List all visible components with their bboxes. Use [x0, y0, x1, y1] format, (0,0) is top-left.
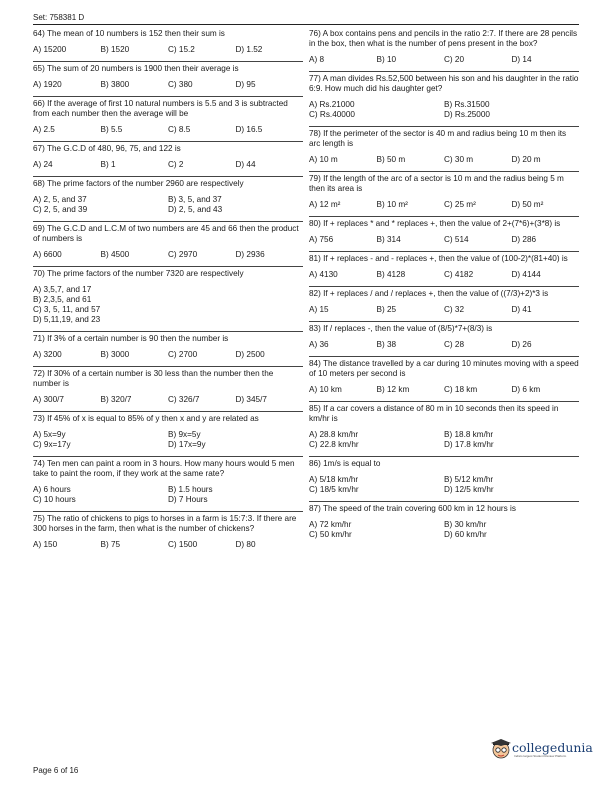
answer-option: B) 3000 [100, 350, 130, 359]
answer-option: A) 756 [309, 235, 334, 244]
answer-option: D) 41 [511, 305, 532, 314]
answer-option: C) 8.5 [168, 125, 191, 134]
answer-option: A) Rs.21000 [309, 100, 355, 109]
answer-options [33, 350, 303, 360]
answer-option: B) 9x=5y [168, 430, 201, 439]
answer-option: A) 300/7 [33, 395, 64, 404]
answer-options [33, 195, 303, 215]
answer-option: D) 44 [235, 160, 256, 169]
answer-option: A) 3,5,7, and 17 [33, 285, 92, 294]
question-text: 81) If + replaces - and - replaces +, then the value of (100-2)*(81+40) is [309, 254, 568, 263]
question-block [309, 127, 579, 172]
answer-options [309, 155, 579, 165]
answer-option: B) Rs.31500 [444, 100, 490, 109]
answer-option: B) 320/7 [100, 395, 132, 404]
question-text: 71) If 3% of a certain number is 90 then the number is [33, 334, 229, 343]
question-text: 74) Ten men can paint a room in 3 hours. How many hours would 5 men take to paint the room, if they work at the same rate? [33, 459, 295, 478]
question-block [33, 412, 303, 457]
answer-option: B) 10 m² [376, 200, 408, 209]
answer-option: D) 345/7 [235, 395, 267, 404]
answer-options [309, 430, 579, 450]
answer-option: D) 17.8 km/hr [444, 440, 494, 449]
answer-option: C) 380 [168, 80, 193, 89]
answer-option: D) Rs.25000 [444, 110, 490, 119]
question-block [33, 142, 303, 177]
answer-options [309, 305, 579, 315]
answer-options [33, 45, 303, 55]
answer-option: C) 10 hours [33, 495, 76, 504]
answer-option: D) 6 km [511, 385, 541, 394]
answer-option: D) 17x=9y [168, 440, 206, 449]
question-block [33, 27, 303, 62]
question-text: 64) The mean of 10 numbers is 152 then their sum is [33, 29, 225, 38]
answer-option: D) 7 Hours [168, 495, 208, 504]
answer-option: B) 3800 [100, 80, 130, 89]
answer-options [309, 520, 579, 540]
answer-option: B) 1520 [100, 45, 130, 54]
answer-option: D) 14 [511, 55, 532, 64]
question-text: 84) The distance travelled by a car during 10 minutes moving with a speed of 10 meters per second is [309, 359, 579, 378]
question-block [33, 177, 303, 222]
answer-option: D) 20 m [511, 155, 541, 164]
answer-option: D) 95 [235, 80, 256, 89]
question-block [309, 402, 579, 457]
question-block [309, 287, 579, 322]
answer-option: A) 2, 5, and 37 [33, 195, 87, 204]
right-column [309, 27, 579, 546]
question-block [309, 72, 579, 127]
mascot-icon [490, 738, 512, 760]
answer-option: B) 5.5 [100, 125, 123, 134]
question-text: 87) The speed of the train covering 600 km in 12 hours is [309, 504, 516, 513]
answer-option: A) 1920 [33, 80, 62, 89]
question-text: 72) If 30% of a certain number is 30 less than the number then the number is [33, 369, 274, 388]
answer-option: C) 3, 5, 11, and 57 [33, 305, 101, 314]
answer-option: B) 50 m [376, 155, 406, 164]
header-divider [33, 24, 579, 25]
answer-option: A) 10 km [309, 385, 342, 394]
question-block [309, 27, 579, 72]
answer-options [33, 485, 303, 505]
question-block [33, 222, 303, 267]
question-block [309, 252, 579, 287]
question-text: 73) If 45% of x is equal to 85% of y then x and y are related as [33, 414, 259, 423]
question-block [33, 367, 303, 412]
answer-option: D) 50 m² [511, 200, 544, 209]
answer-option: C) 30 m [444, 155, 474, 164]
answer-option: B) 38 [376, 340, 397, 349]
answer-option: C) 326/7 [168, 395, 200, 404]
answer-option: B) 75 [100, 540, 121, 549]
answer-option: C) Rs.40000 [309, 110, 355, 119]
answer-option: A) 10 m [309, 155, 338, 164]
answer-option: D) 2500 [235, 350, 265, 359]
answer-option: B) 30 km/hr [444, 520, 487, 529]
question-text: 66) If the average of first 10 natural numbers is 5.5 and 3 is subtracted from each number then the average will be [33, 99, 288, 118]
answer-option: A) 3200 [33, 350, 62, 359]
question-block [33, 512, 303, 556]
answer-option: D) 12/5 km/hr [444, 485, 494, 494]
logo-tagline: India's largest Student Review Platform [514, 753, 567, 758]
question-block [33, 267, 303, 332]
answer-option: A) 36 [309, 340, 329, 349]
answer-options [33, 285, 303, 325]
answer-option: A) 150 [33, 540, 58, 549]
question-text: 77) A man divides Rs.52,500 between his son and his daughter in the ratio 6:9. How much did his daughter get? [309, 74, 579, 93]
answer-options [309, 100, 579, 120]
question-text: 79) If the length of the arc of a sector is 10 m and the radius being 5 m then its area is [309, 174, 564, 193]
question-text: 82) If + replaces / and / replaces +, then the value of ((7/3)+2)*3 is [309, 289, 549, 298]
question-text: 80) If + replaces * and * replaces +, then the value of 2+(7*6)+(3*8) is [309, 219, 561, 228]
question-block [33, 332, 303, 367]
answer-options [33, 160, 303, 170]
answer-options [33, 125, 303, 135]
question-text: 67) The G.C.D of 480, 96, 75, and 122 is [33, 144, 181, 153]
answer-option: B) 1.5 hours [168, 485, 213, 494]
answer-options [309, 235, 579, 245]
collegedunia-logo [490, 738, 593, 760]
answer-option: C) 20 [444, 55, 465, 64]
answer-option: C) 9x=17y [33, 440, 71, 449]
answer-option: C) 18/5 km/hr [309, 485, 359, 494]
answer-options [309, 200, 579, 210]
answer-option: A) 24 [33, 160, 53, 169]
answer-option: B) 4500 [100, 250, 130, 259]
answer-option: D) 16.5 [235, 125, 263, 134]
answer-option: C) 28 [444, 340, 465, 349]
answer-option: A) 6600 [33, 250, 62, 259]
answer-options [33, 395, 303, 405]
question-text: 83) If / replaces -, then the value of (8/5)*7+(8/3) is [309, 324, 493, 333]
answer-options [33, 250, 303, 260]
answer-option: A) 15200 [33, 45, 67, 54]
answer-option: A) 72 km/hr [309, 520, 352, 529]
set-label: Set: 758381 D [33, 13, 85, 22]
question-block [33, 457, 303, 512]
answer-option: A) 5/18 km/hr [309, 475, 359, 484]
question-text: 76) A box contains pens and pencils in the ratio 2:7. If there are 28 pencils in the box, then what is the number of pens present in the box? [309, 29, 578, 48]
answer-option: D) 26 [511, 340, 532, 349]
question-text: 78) If the perimeter of the sector is 40 m and radius being 10 m then its arc length is [309, 129, 567, 148]
answer-option: D) 1.52 [235, 45, 263, 54]
answer-option: C) 18 km [444, 385, 478, 394]
answer-option: C) 22.8 km/hr [309, 440, 359, 449]
answer-option: B) 25 [376, 305, 397, 314]
answer-option: C) 32 [444, 305, 465, 314]
answer-options [309, 475, 579, 495]
answer-options [33, 80, 303, 90]
answer-options [309, 270, 579, 280]
question-block [309, 502, 579, 546]
answer-options [309, 385, 579, 395]
question-block [33, 97, 303, 142]
answer-option: A) 15 [309, 305, 329, 314]
question-block [309, 322, 579, 357]
answer-options [309, 340, 579, 350]
question-text: 69) The G.C.D and L.C.M of two numbers are 45 and 66 then the product of numbers is [33, 224, 299, 243]
answer-option: D) 2936 [235, 250, 265, 259]
answer-option: B) 12 km [376, 385, 410, 394]
answer-option: C) 2700 [168, 350, 198, 359]
answer-option: B) 314 [376, 235, 401, 244]
answer-option: B) 5/12 km/hr [444, 475, 494, 484]
answer-option: A) 6 hours [33, 485, 71, 494]
question-block [309, 457, 579, 502]
answer-option: A) 5x=9y [33, 430, 66, 439]
answer-option: B) 2,3,5, and 61 [33, 295, 92, 304]
answer-option: B) 18.8 km/hr [444, 430, 494, 439]
answer-option: B) 4128 [376, 270, 406, 279]
answer-option: B) 1 [100, 160, 116, 169]
answer-option: C) 4182 [444, 270, 474, 279]
answer-option: D) 5,11,19, and 23 [33, 315, 101, 324]
left-column [33, 27, 303, 556]
answer-option: A) 12 m² [309, 200, 341, 209]
question-text: 86) 1m/s is equal to [309, 459, 381, 468]
answer-option: A) 28.8 km/hr [309, 430, 359, 439]
question-text: 85) If a car covers a distance of 80 m in 10 seconds then its speed in km/hr is [309, 404, 559, 423]
question-text: 65) The sum of 20 numbers is 1900 then their average is [33, 64, 239, 73]
answer-option: C) 2970 [168, 250, 198, 259]
question-block [309, 357, 579, 402]
question-block [33, 62, 303, 97]
answer-option: A) 8 [309, 55, 325, 64]
page-number: Page 6 of 16 [33, 766, 79, 775]
answer-option: C) 25 m² [444, 200, 476, 209]
answer-option: D) 2, 5, and 43 [168, 205, 223, 214]
question-text: 75) The ratio of chickens to pigs to horses in a farm is 15:7:3. If there are 300 horses in the farm, then what is the number of chickens? [33, 514, 297, 533]
question-text: 70) The prime factors of the number 7320 are respectively [33, 269, 244, 278]
answer-option: C) 1500 [168, 540, 198, 549]
logo-wordmark: collegedunia [512, 739, 593, 755]
answer-option: C) 50 km/hr [309, 530, 352, 539]
answer-options [33, 430, 303, 450]
answer-option: C) 15.2 [168, 45, 195, 54]
answer-options [309, 55, 579, 65]
answer-option: C) 2 [168, 160, 184, 169]
answer-option: A) 4130 [309, 270, 338, 279]
answer-option: D) 4144 [511, 270, 541, 279]
answer-option: B) 10 [376, 55, 397, 64]
answer-option: D) 286 [511, 235, 537, 244]
question-block [309, 217, 579, 252]
answer-option: A) 2.5 [33, 125, 55, 134]
answer-option: D) 60 km/hr [444, 530, 487, 539]
question-text: 68) The prime factors of the number 2960 are respectively [33, 179, 244, 188]
answer-options [33, 540, 303, 550]
answer-option: D) 80 [235, 540, 256, 549]
answer-option: B) 3, 5, and 37 [168, 195, 222, 204]
answer-option: C) 2, 5, and 39 [33, 205, 88, 214]
answer-option: C) 514 [444, 235, 469, 244]
question-block [309, 172, 579, 217]
